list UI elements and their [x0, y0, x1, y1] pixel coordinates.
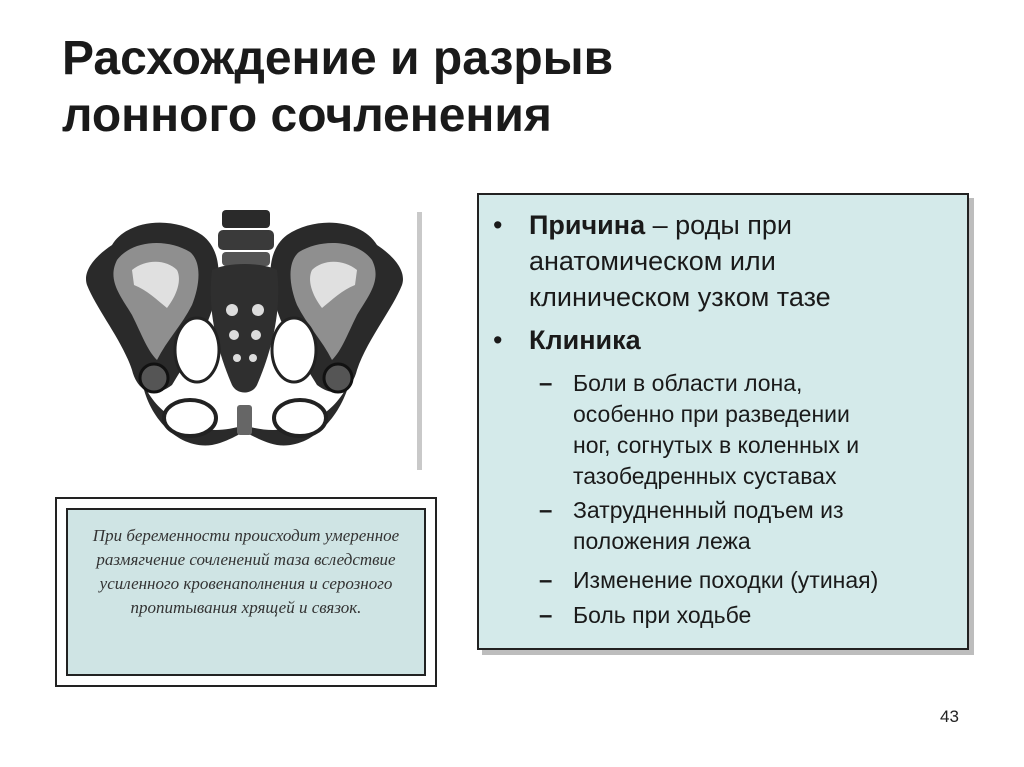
- clinic-item-3-line-1: Изменение походки (утиная): [573, 567, 879, 593]
- cause-line-2: анатомическом или: [529, 246, 776, 276]
- cause-line-1: – роды при: [645, 210, 792, 240]
- cause-line-3: клиническом узком тазе: [529, 282, 831, 312]
- clinic-item-2-line-2: положения лежа: [573, 528, 751, 554]
- clinic-item-4-line-1: Боль при ходьбе: [573, 602, 752, 628]
- clinic-item-1-line-2: особенно при разведении: [573, 401, 850, 427]
- cause-bullet: •: [493, 210, 503, 240]
- clinic-item-4-dash: –: [539, 602, 553, 629]
- pelvis-illustration-icon: [72, 200, 417, 470]
- clinic-item-1-dash: –: [539, 370, 553, 397]
- clinic-item-1-line-3: ног, согнутых в коленных и: [573, 432, 860, 458]
- clinic-item-3-dash: –: [539, 567, 553, 594]
- page-number: 43: [940, 707, 959, 726]
- clinic-item-1-line-4: тазобедренных суставах: [573, 463, 837, 489]
- cause-label: Причина: [529, 210, 646, 240]
- clinic-item-3: [573, 565, 963, 596]
- slide-title-line-2: лонного сочленения: [62, 89, 552, 142]
- clinic-item-2: [573, 495, 963, 557]
- slide-title: [62, 30, 962, 144]
- clinic-item-4: [573, 600, 963, 631]
- clinic-item-2-dash: –: [539, 497, 553, 524]
- content-box: [477, 193, 969, 650]
- slide-title-line-1: Расхождение и разрыв: [62, 32, 614, 85]
- clinic-heading: [529, 322, 959, 358]
- clinic-item-1-line-1: Боли в области лона,: [573, 370, 803, 396]
- clinic-bullet: •: [493, 325, 503, 355]
- cause-text: [529, 207, 959, 315]
- clinic-item-1: [573, 368, 963, 492]
- clinic-label: Клиника: [529, 325, 641, 355]
- clinic-item-2-line-1: Затрудненный подъем из: [573, 497, 844, 523]
- pregnancy-note-text: При беременности происходит умеренное размягчение сочленений таза вследствие усиленного кровенаполнения и серозного пропитывания хрящей и связок.: [66, 508, 426, 676]
- pregnancy-note-box: [55, 497, 437, 687]
